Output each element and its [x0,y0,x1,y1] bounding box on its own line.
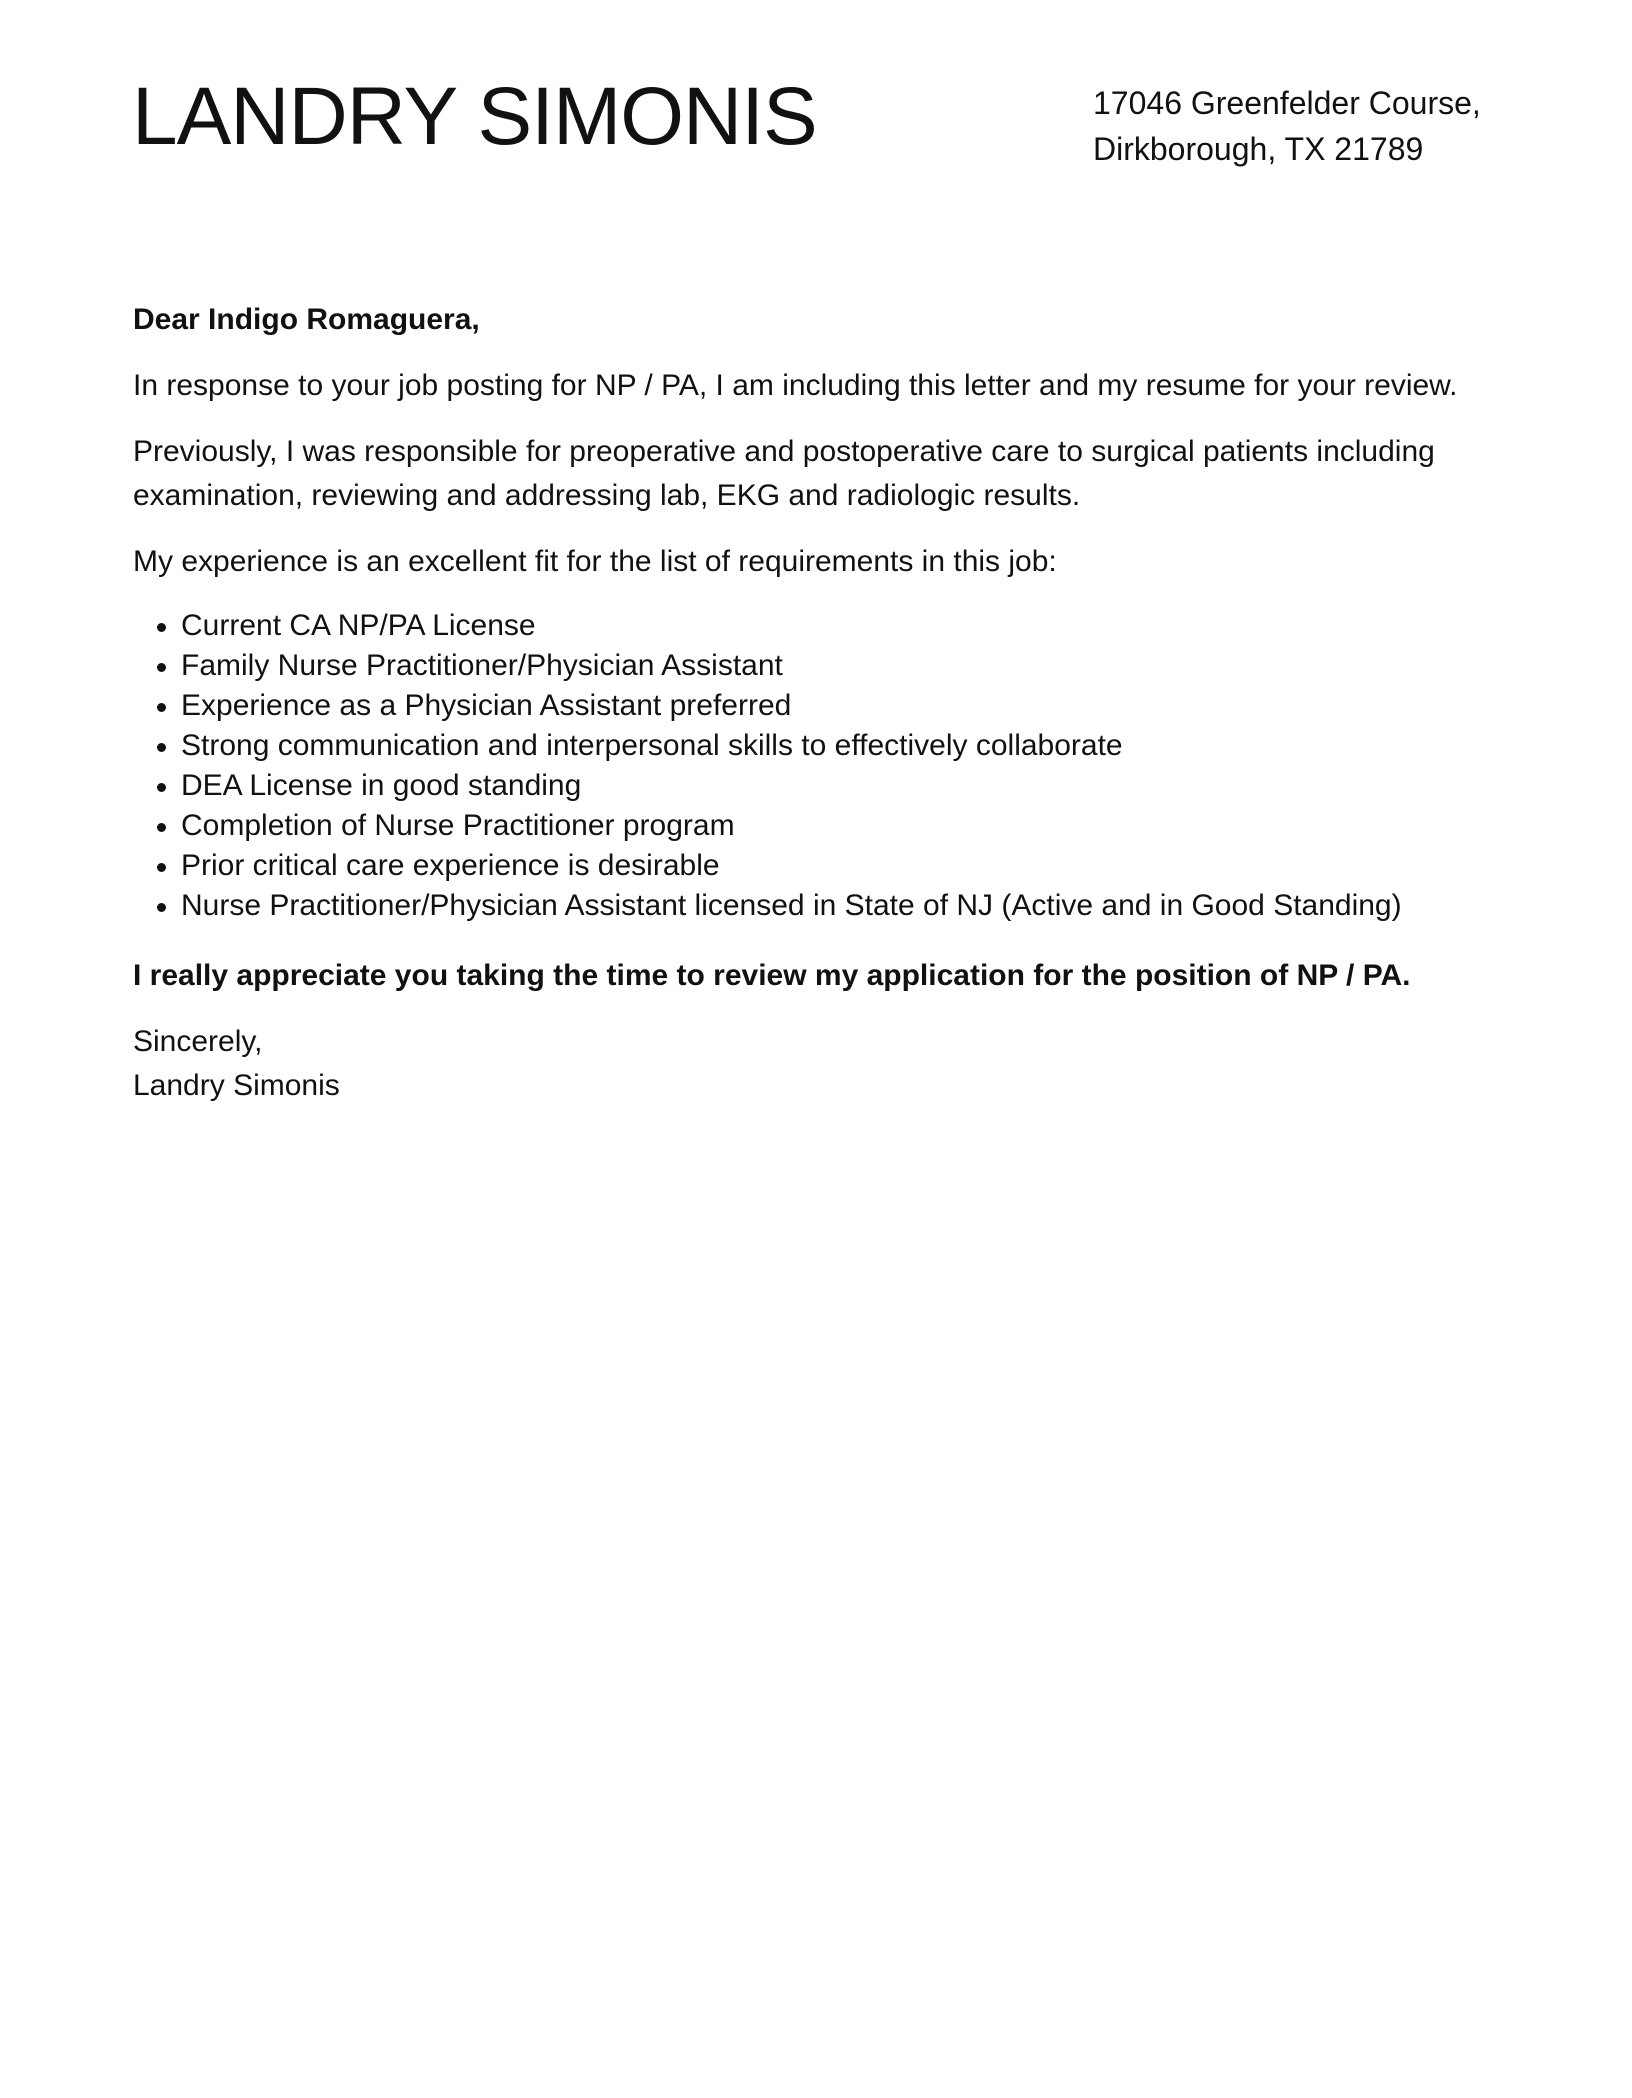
closing-statement: I really appreciate you taking the time to review my application for the position of NP / PA. [133,959,1411,992]
experience-paragraph: Previously, I was responsible for preoperative and postoperative care to surgical patients including examination, reviewing and addressing lab, EKG and radiologic results. [133,435,1435,512]
requirements-list [133,606,1513,926]
salutation: Dear Indigo Romaguera, [133,303,480,336]
list-item: Completion of Nurse Practitioner program [181,806,1513,846]
applicant-address [1093,80,1481,172]
list-item: Experience as a Physician Assistant preferred [181,686,1513,726]
signature-name: Landry Simonis [133,1069,340,1102]
list-item: Nurse Practitioner/Physician Assistant licensed in State of NJ (Active and in Good Standing) [181,886,1513,926]
applicant-name: LANDRY SIMONIS [132,71,817,162]
requirements-intro: My experience is an excellent fit for the list of requirements in this job: [133,545,1057,578]
list-item: Strong communication and interpersonal skills to effectively collaborate [181,726,1513,766]
letter-body [133,298,1513,1108]
address-line-2: Dirkborough, TX 21789 [1093,131,1424,167]
list-item: Current CA NP/PA License [181,606,1513,646]
signoff: Sincerely, [133,1025,263,1058]
list-item: Prior critical care experience is desirable [181,846,1513,886]
address-line-1: 17046 Greenfelder Course, [1093,85,1481,121]
list-item: DEA License in good standing [181,766,1513,806]
signoff-block [133,1020,1513,1108]
list-item: Family Nurse Practitioner/Physician Assistant [181,646,1513,686]
intro-paragraph: In response to your job posting for NP / PA, I am including this letter and my resume for your review. [133,369,1458,402]
